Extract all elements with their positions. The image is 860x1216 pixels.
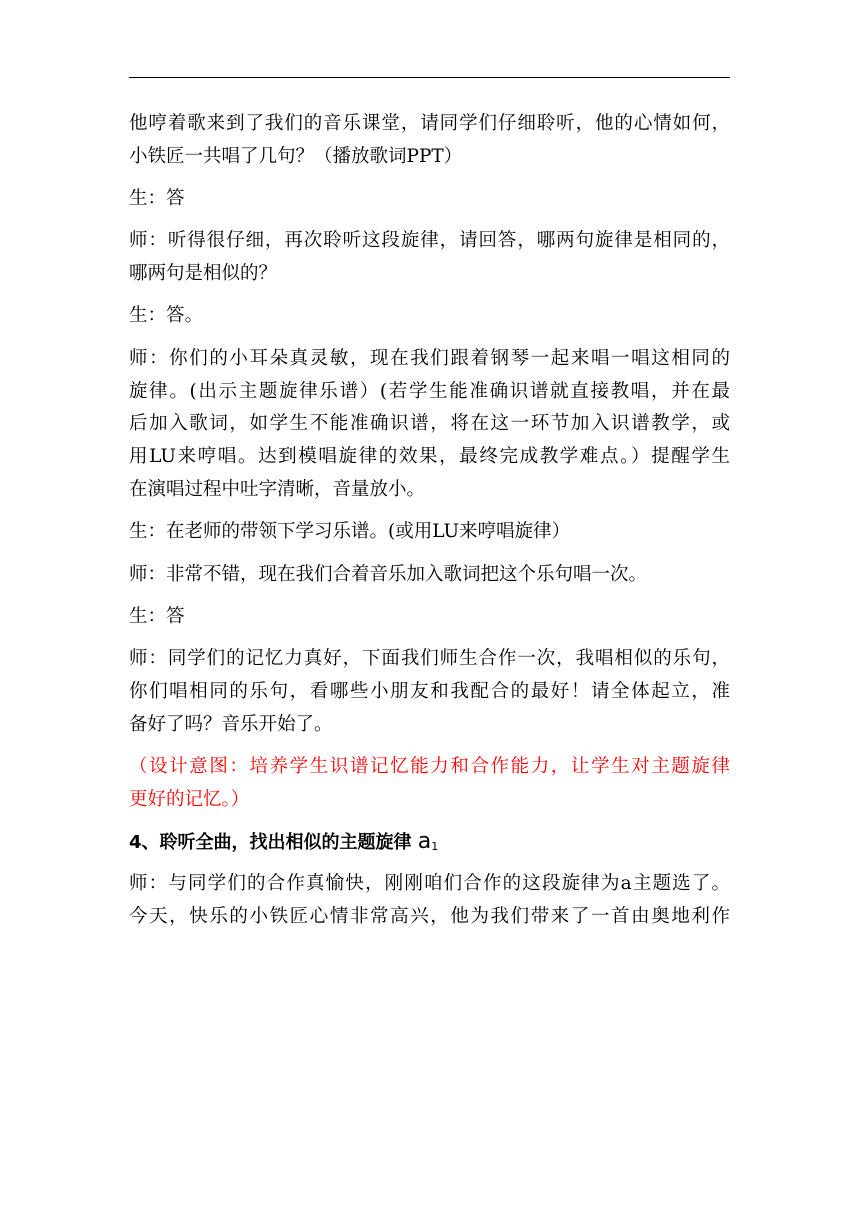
text-line: （设计意图：培养学生识谱记忆能力和合作能力，让学生对主题旋律: [129, 756, 730, 778]
heading-subscript: 1: [431, 840, 439, 854]
text-line: 更好的记忆。）: [129, 788, 250, 810]
text-line: 小铁匠一共唱了几句？（播放歌词PPT）: [129, 145, 463, 167]
section-heading: [129, 826, 730, 859]
text-line: 哪两句是相似的？: [129, 263, 278, 285]
text-line: 后加入歌词，如学生不能准确识谱，将在这一环节加入识谱教学，或: [129, 413, 730, 435]
paragraph: [129, 343, 730, 507]
text-line: 生：答。: [129, 305, 204, 327]
text-line: 生：答: [129, 605, 185, 627]
text-line: 在演唱过程中吐字清晰，音量放小。: [129, 478, 426, 500]
paragraph: [129, 183, 730, 216]
heading-text: 4、聆听全曲，找出相似的主题旋律: [129, 832, 418, 854]
text-line: 旋律。(出示主题旋律乐谱）(若学生能准确识谱就直接教唱，并在最: [129, 380, 730, 402]
text-line: 师：同学们的记忆力真好，下面我们师生合作一次，我唱相似的乐句，: [129, 648, 730, 670]
paragraph: [129, 868, 730, 934]
text-line: 用LU来哼唱。达到模唱旋律的效果，最终完成教学难点。）提醒学生: [129, 446, 730, 468]
document-body: [129, 108, 730, 934]
design-intent-note: [129, 751, 730, 817]
paragraph: [129, 516, 730, 549]
text-line: 师：与同学们的合作真愉快，刚刚咱们合作的这段旋律为a主题选了。: [129, 873, 730, 895]
paragraph: [129, 300, 730, 333]
paragraph: [129, 108, 730, 174]
text-line: 你们唱相同的乐句，看哪些小朋友和我配合的最好！请全体起立，准: [129, 680, 730, 702]
paragraph: [129, 601, 730, 634]
text-line: 他哼着歌来到了我们的音乐课堂，请同学们仔细聆听，他的心情如何，: [129, 113, 730, 134]
paragraph: [129, 643, 730, 741]
text-line: 今天，快乐的小铁匠心情非常高兴，他为我们带来了一首由奥地利作: [129, 906, 730, 928]
text-line: 师：非常不错，现在我们合着音乐加入歌词把这个乐句唱一次。: [129, 563, 648, 585]
heading-symbol: a: [417, 829, 432, 855]
header-rule: [129, 77, 730, 78]
paragraph: [129, 559, 730, 592]
paragraph: [129, 225, 730, 291]
text-line: 生：答: [129, 188, 185, 210]
text-line: 师：你们的小耳朵真灵敏，现在我们跟着钢琴一起来唱一唱这相同的: [129, 347, 730, 369]
text-line: 备好了吗？音乐开始了。: [129, 713, 333, 735]
heading-line: [129, 826, 730, 859]
text-line: 生：在老师的带领下学习乐谱。(或用LU来哼唱旋律）: [129, 521, 571, 543]
text-line: 师：听得很仔细，再次聆听这段旋律，请回答，哪两句旋律是相同的，: [129, 230, 730, 252]
